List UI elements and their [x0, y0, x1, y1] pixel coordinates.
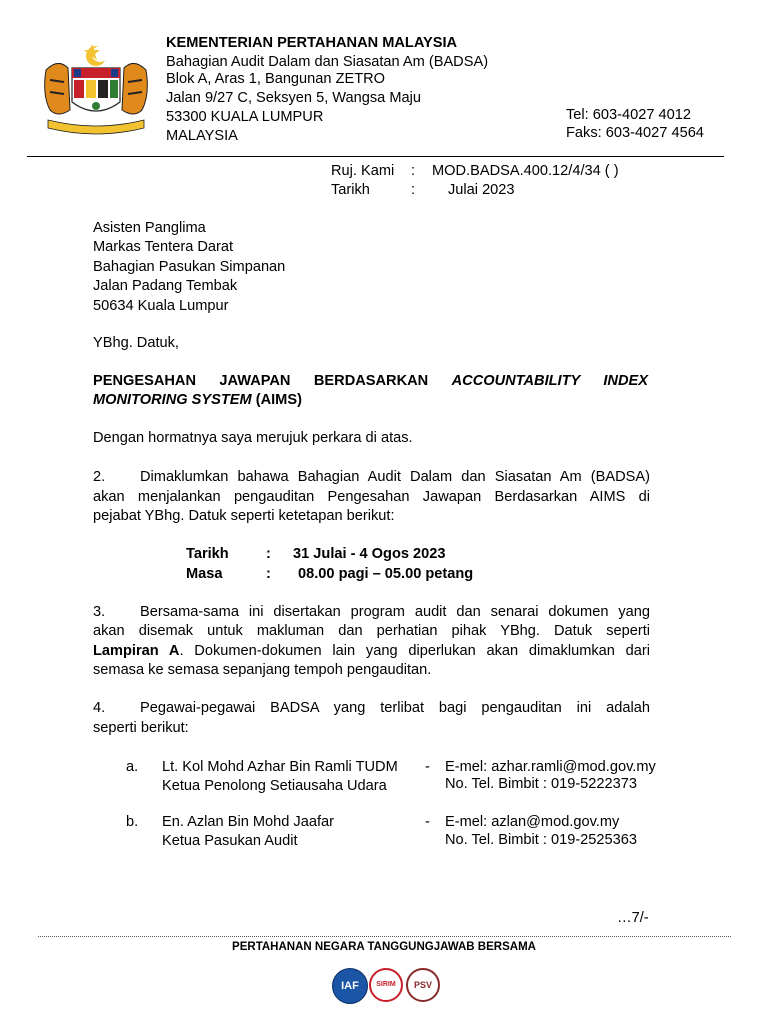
date-value: Julai 2023 [448, 182, 515, 198]
ref-label: Ruj. Kami [331, 163, 395, 179]
recipient-line-1: Asisten Panglima [93, 220, 206, 236]
para3-number: 3. [93, 604, 106, 620]
officer-b-role: Ketua Pasukan Audit [162, 833, 298, 849]
officer-a-role: Ketua Penolong Setiausaha Udara [162, 778, 387, 794]
para3-line-3 [93, 642, 650, 661]
officer-a-dash: - [425, 759, 430, 775]
psv-logo: PSV [406, 968, 440, 1002]
schedule-date-label: Tarikh [186, 546, 229, 562]
para4-line-1: Pegawai-pegawai BADSA yang terlibat bagi pengauditan ini adalah [140, 700, 650, 716]
schedule-date-colon: : [266, 546, 271, 562]
para2-number: 2. [93, 469, 106, 485]
subject-italic-text-2: MONITORING SYSTEM [93, 392, 252, 408]
sirim-logo: SIRIM [369, 968, 403, 1002]
footer-divider [38, 936, 731, 937]
para3-line-2: akan disemak untuk makluman dan perhatian pihak YBhg. Datuk seperti [93, 623, 650, 639]
officer-a-email: E-mel: azhar.ramli@mod.gov.my [445, 759, 656, 775]
para3-line-4: semasa ke semasa sepanjang tempoh pengauditan. [93, 662, 432, 678]
officer-b-letter: b. [126, 814, 139, 830]
letterhead-divider [27, 156, 724, 157]
recipient-line-3: Bahagian Pasukan Simpanan [93, 259, 286, 275]
telephone: Tel: 603-4027 4012 [566, 107, 691, 123]
address-line-1: Bahagian Audit Dalam dan Siasatan Am (BADSA) [166, 54, 489, 70]
officer-a-name: Lt. Kol Mohd Azhar Bin Ramli TUDM [162, 759, 398, 775]
coat-of-arms-logo [40, 40, 152, 138]
address-line-4: 53300 KUALA LUMPUR [166, 109, 324, 125]
address-line-3: Jalan 9/27 C, Seksyen 5, Wangsa Maju [166, 90, 421, 106]
address-line-5: MALAYSIA [166, 128, 238, 144]
recipient-line-5: 50634 Kuala Lumpur [93, 298, 229, 314]
opening-sentence: Dengan hormatnya saya merujuk perkara di atas. [93, 430, 413, 446]
certification-logos [332, 966, 440, 1006]
page-continuation: …7/- [617, 910, 649, 926]
subject-text-2: (AIMS) [255, 392, 302, 408]
ministry-name: KEMENTERIAN PERTAHANAN MALAYSIA [166, 35, 458, 51]
schedule-time-value: 08.00 pagi – 05.00 petang [298, 566, 474, 582]
ref-value: MOD.BADSA.400.12/4/34 ( ) [432, 163, 619, 179]
address-line-2: Blok A, Aras 1, Bangunan ZETRO [166, 71, 386, 87]
subject-italic-text: ACCOUNTABILITY INDEX [451, 373, 648, 389]
fax: Faks: 603-4027 4564 [566, 125, 704, 141]
schedule-date-value: 31 Julai - 4 Ogos 2023 [293, 546, 446, 562]
para4-number: 4. [93, 700, 106, 716]
subject-line-2 [93, 391, 302, 410]
subject-text: PENGESAHAN JAWAPAN BERDASARKAN [93, 373, 429, 389]
recipient-line-2: Markas Tentera Darat [93, 239, 234, 255]
date-colon: : [411, 182, 416, 198]
ref-colon: : [411, 163, 416, 179]
officer-a-letter: a. [126, 759, 139, 775]
para2-line-2: akan menjalankan pengauditan Pengesahan Jawapan Berdasarkan AIMS di [93, 489, 650, 505]
officer-b-phone: No. Tel. Bimbit : 019-2525363 [445, 832, 637, 848]
iaf-logo: IAF [332, 968, 368, 1004]
para3-line-1: Bersama-sama ini disertakan program audit dan senarai dokumen yang [140, 604, 650, 620]
appendix-reference: Lampiran A [93, 643, 180, 659]
date-label: Tarikh [331, 182, 370, 198]
officer-b-email: E-mel: azlan@mod.gov.my [445, 814, 620, 830]
subject-line-1 [93, 372, 648, 391]
schedule-time-label: Masa [186, 566, 223, 582]
recipient-line-4: Jalan Padang Tembak [93, 278, 238, 294]
para3-line-3-text: . Dokumen-dokumen lain yang diperlukan akan dimaklumkan dari [179, 643, 650, 659]
officer-a-phone: No. Tel. Bimbit : 019-5222373 [445, 776, 637, 792]
footer-motto: PERTAHANAN NEGARA TANGGUNGJAWAB BERSAMA [232, 941, 536, 953]
officer-b-dash: - [425, 814, 430, 830]
schedule-time-colon: : [266, 566, 271, 582]
salutation: YBhg. Datuk, [93, 335, 179, 351]
officer-b-name: En. Azlan Bin Mohd Jaafar [162, 814, 334, 830]
para2-line-1: Dimaklumkan bahawa Bahagian Audit Dalam dan Siasatan Am (BADSA) [140, 469, 650, 485]
para2-line-3: pejabat YBhg. Datuk seperti ketetapan berikut: [93, 508, 395, 524]
para4-line-2: seperti berikut: [93, 720, 189, 736]
